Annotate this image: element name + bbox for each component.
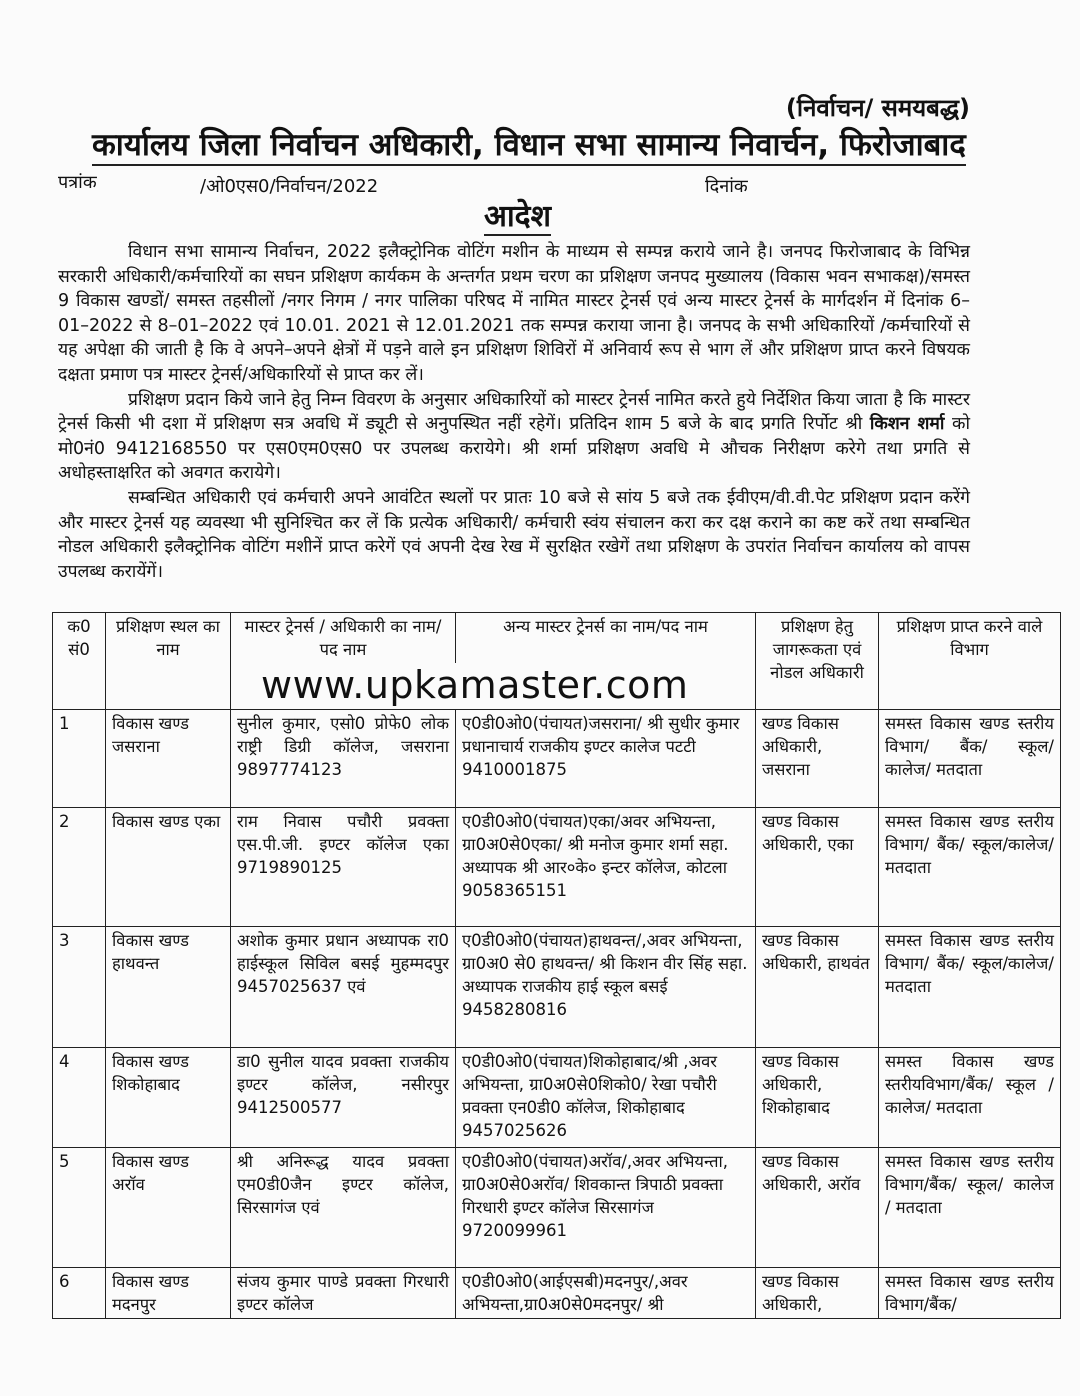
header-nodal-officer: प्रशिक्षण हेतु जागरूकता एवं नोडल अधिकारी [756,613,879,710]
cell-master-trainer: संजय कुमार पाण्डे प्रवक्ता गिरधारी इण्टर कॉलेज [231,1268,456,1319]
cell-sno: 2 [53,808,106,927]
cell-other-trainers: ए0डी0ओ0(पंचायत)अरॉव/,अवर अभियन्ता, ग्रा0अ0से0अरॉव/ शिवकान्त त्रिपाठी प्रवक्ता गिरधारी इण्टर कॉलेज सिरसागंज 9720099961 [456,1148,756,1268]
cell-departments: समस्त विकास खण्ड स्तरीयविभाग/बैंक/ स्कूल / कालेज/ मतदाता [879,1048,1061,1148]
cell-sno: 5 [53,1148,106,1268]
cell-location: विकास खण्ड मदनपुर [106,1268,231,1319]
table-row [53,710,1061,808]
cell-nodal-officer: खण्ड विकास अधिकारी, एका [756,808,879,927]
paragraph-1: विधान सभा सामान्य निर्वाचन, 2022 इलैक्ट्रोनिक वोटिंग मशीन के माध्यम से सम्पन्न कराये जाने है। जनपद फिरोजाबाद के विभिन्न सरकारी अधिकारी/कर्मचारियों का सघन प्रशिक्षण कार्यकम के अन्तर्गत प्रथम चरण का प्रशिक्षण जनपद मुख्यालय (विकास भवन सभाकक्ष)/समस्त 9 विकास खण्डों/ समस्त तहसीलों /नगर निगम / नगर पालिका परिषद में नामित मास्टर ट्रेनर्स एवं अन्य मास्टर ट्रेनर्स के मार्गदर्शन में दिनांक 6–01–2022 से 8–01–2022 एवं 10.01. 2021 से 12.01.2021 तक सम्पन्न कराया जाना है। जनपद के सभी अधिकारियों /कर्मचारियों से यह अपेक्षा की जाती है कि वे अपने–अपने क्षेत्रों में पड़ने वाले इन प्रशिक्षण शिविरों में अनिवार्य रूप से भाग लें और प्रशिक्षण प्राप्त करने विषयक दक्षता प्रमाण पत्र मास्टर ट्रेनर्स/अधिकारियों से प्राप्त कर लें। [58,242,970,385]
cell-location: विकास खण्ड एका [106,808,231,927]
cell-nodal-officer: खण्ड विकास अधिकारी, जसराना [756,710,879,808]
cell-departments: समस्त विकास खण्ड स्तरीय विभाग/ बैंक/ स्कूल/कालेज/ मतदाता [879,927,1061,1048]
cell-other-trainers: ए0डी0ओ0(पंचायत)जसराना/ श्री सुधीर कुमार प्रधानाचार्य राजकीय इण्टर कालेज पटटी 9410001875 [456,710,756,808]
cell-other-trainers: ए0डी0ओ0(पंचायत)हाथवन्त/,अवर अभियन्ता, ग्रा0अ0 से0 हाथवन्त/ श्री किशन वीर सिंह सहा. अध्यापक राजकीय हाई स्कूल बसई 9458280816 [456,927,756,1048]
watermark-cell [231,663,756,710]
cell-location: विकास खण्ड शिकोहाबाद [106,1048,231,1148]
table-row [53,1148,1061,1268]
date-label: दिनांक [705,176,748,197]
order-title: आदेश [484,199,551,234]
table-row [53,1048,1061,1148]
cell-sno: 3 [53,927,106,1048]
header-departments: प्रशिक्षण प्राप्त करने वाले विभाग [879,613,1061,710]
header-other-trainers: अन्य मास्टर ट्रेनर्स का नाम/पद नाम [456,613,756,664]
cell-master-trainer: सुनील कुमार, एसो0 प्रोफे0 लोक राष्ट्री डिग्री कॉलेज, जसराना 9897774123 [231,710,456,808]
header-location: प्रशिक्षण स्थल का नाम [106,613,231,710]
cell-departments: समस्त विकास खण्ड स्तरीय विभाग/बैंक/ [879,1268,1061,1319]
cell-other-trainers: ए0डी0ओ0(पंचायत)शिकोहाबाद/श्री ,अवर अभियन्ता, ग्रा0अ0से0शिको0/ रेखा पचौरी प्रवक्ता एन0डी0 कॉलेज, शिकोहाबाद 9457025626 [456,1048,756,1148]
cell-nodal-officer: खण्ड विकास अधिकारी, अरॉव [756,1148,879,1268]
cell-nodal-officer: खण्ड विकास अधिकारी, हाथवंत [756,927,879,1048]
cell-master-trainer: अशोक कुमार प्रधान अध्यापक रा0 हाईस्कूल सिविल बसई मुहम्मदपुर 9457025637 एवं [231,927,456,1048]
paragraph-3: सम्बन्धित अधिकारी एवं कर्मचारी अपने आवंटित स्थलों पर प्रातः 10 बजे से सांय 5 बजे तक ईवीएम/वी.वी.पेट प्रशिक्षण प्रदान करेंगे और मास्टर ट्रेनर्स यह व्यवस्था भी सुनिश्चित कर लें कि प्रत्येक अधिकारी/ कर्मचारी स्वंय संचालन करा कर दक्ष कराने का कष्ट करें तथा सम्बन्धित नोडल अधिकारी इलैक्ट्रोनिक वोटिंग मशीनें प्राप्त करेगें एवं अपनी देख रेख में सुरक्षित रखेगें तथा प्रशिक्षण के उपरांत निर्वाचन कार्यालय को वापस उपलब्ध करायेंगें। [58,487,970,582]
cell-sno: 4 [53,1048,106,1148]
cell-location: विकास खण्ड हाथवन्त [106,927,231,1048]
cell-departments: समस्त विकास खण्ड स्तरीय विभाग/बैंक/ स्कूल/ कालेज / मतदाता [879,1148,1061,1268]
table-header-row [53,613,1061,664]
watermark: www.upkamaster.com [261,663,689,707]
cell-master-trainer: राम निवास पचौरी प्रवक्ता एस.पी.जी. इण्टर कॉलेज एका 9719890125 [231,808,456,927]
letter-number-label: पत्रांक [58,172,97,193]
category-tag: (निर्वाचन/ समयबद्ध) [785,94,970,122]
cell-departments: समस्त विकास खण्ड स्तरीय विभाग/ बैंक/ स्कूल/कालेज/ मतदाता [879,808,1061,927]
office-heading: कार्यालय जिला निर्वाचन अधिकारी, विधान सभा सामान्य निवार्चन, फिरोजाबाद [92,128,966,166]
table-row [53,1268,1061,1319]
paragraph-2 [58,388,970,486]
cell-location: विकास खण्ड अरॉव [106,1148,231,1268]
cell-location: विकास खण्ड जसराना [106,710,231,808]
order-body [58,240,970,584]
trainer-table [52,612,1061,1319]
cell-departments: समस्त विकास खण्ड स्तरीय विभाग/ बैंक/ स्कूल/ कालेज/ मतदाता [879,710,1061,808]
cell-other-trainers: ए0डी0ओ0(आईएसबी)मदनपुर/,अवर अभियन्ता,ग्रा0अ0से0मदनपुर/ श्री [456,1268,756,1319]
header-master-trainer: मास्टर ट्रेनर्स / अधिकारी का नाम/पद नाम [231,613,456,664]
paragraph-2-start: प्रशिक्षण प्रदान किये जाने हेतु निम्न विवरण के अनुसार अधिकारियों को मास्टर ट्रेनर्स नामित करते हुये निर्देशित किया जाता है कि मास्टर ट्रेनर्स किसी भी दशा में प्रशिक्षण सत्र अवधि में ड्यूटी से अनुपस्थित नहीं रहेगें। प्रतिदिन शाम 5 बजे के बाद प्रगति रिर्पोट श्री [58,389,970,435]
cell-sno: 1 [53,710,106,808]
cell-sno: 6 [53,1268,106,1319]
cell-master-trainer: श्री अनिरूद्ध यादव प्रवक्ता एम0डी0जैन इण्टर कॉलेज, सिरसागंज एवं [231,1148,456,1268]
cell-nodal-officer: खण्ड विकास अधिकारी, शिकोहाबाद [756,1048,879,1148]
trainer-name: किशन शर्मा [869,414,945,435]
cell-other-trainers: ए0डी0ओ0(पंचायत)एका/अवर अभियन्ता, ग्रा0अ0से0एका/ श्री मनोज कुमार शर्मा सहा. अध्यापक श्री आर०के० इन्टर कॉलेज, कोटला 9058365151 [456,808,756,927]
cell-nodal-officer: खण्ड विकास अधिकारी, [756,1268,879,1319]
header-sno: क0 सं0 [53,613,106,710]
cell-master-trainer: डा0 सुनील यादव प्रवक्ता राजकीय इण्टर कॉलेज, नसीरपुर 9412500577 [231,1048,456,1148]
paragraph-2-end: को मो0नं0 9412168550 पर एस0एम0एस0 पर उपलब्ध करायेगे। श्री शर्मा प्रशिक्षण अवधि मे औचक निरीक्षण करेगे तथा प्रगति से अधोहस्ताक्षरित को अवगत करायेगे। [58,414,970,484]
table-row [53,927,1061,1048]
table-row [53,808,1061,927]
letter-number: /ओ0एस0/निर्वाचन/2022 [200,176,379,197]
